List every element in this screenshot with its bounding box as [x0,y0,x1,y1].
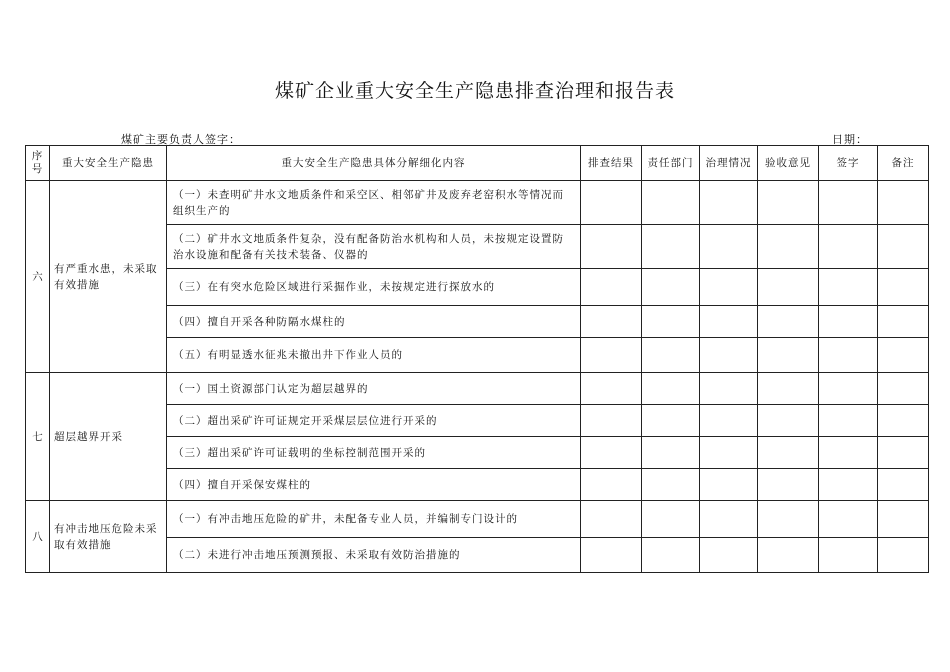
signature-cell[interactable] [819,269,878,306]
table-row [26,181,929,225]
signature-cell[interactable] [819,469,878,501]
remarks-cell[interactable] [878,469,929,501]
dept-cell[interactable] [642,501,700,538]
dept-cell[interactable] [642,373,700,405]
dept-cell[interactable] [642,469,700,501]
signature-cell[interactable] [819,338,878,373]
acceptance-cell[interactable] [758,181,819,225]
page-title: 煤矿企业重大安全生产隐患排查治理和报告表 [274,80,675,102]
group-hazard-cell: 有严重水患，未采取有效措施 [50,181,167,373]
detail-item-cell: （一）国土资源部门认定为超层越界的 [167,373,581,405]
detail-item-cell: （二）未进行冲击地压预测预报、未采取有效防治措施的 [167,538,581,573]
result-cell[interactable] [581,501,642,538]
dept-cell[interactable] [642,269,700,306]
detail-item-cell: （二）超出采矿许可证规定开采煤层层位进行开采的 [167,405,581,437]
detail-item-cell: （五）有明显透水征兆未撤出井下作业人员的 [167,338,581,373]
detail-item-cell: （四）擅自开采各种防隔水煤柱的 [167,306,581,338]
detail-item-cell: （三）超出采矿许可证载明的坐标控制范围开采的 [167,437,581,469]
remarks-cell[interactable] [878,306,929,338]
group-seq-cell: 八 [26,501,50,573]
result-cell[interactable] [581,538,642,573]
dept-cell[interactable] [642,225,700,269]
detail-item-cell: （二）矿井水文地质条件复杂，没有配备防治水机构和人员，未按规定设置防治水设施和配备有关技术装备、仪器的 [167,225,581,269]
governance-cell[interactable] [700,269,758,306]
table-header-row [26,146,929,181]
result-cell[interactable] [581,225,642,269]
signature-cell[interactable] [819,538,878,573]
result-cell[interactable] [581,437,642,469]
acceptance-cell[interactable] [758,469,819,501]
group-seq-cell: 六 [26,181,50,373]
governance-cell[interactable] [700,181,758,225]
header-remarks: 备注 [878,146,929,181]
remarks-cell[interactable] [878,181,929,225]
signature-cell[interactable] [819,306,878,338]
governance-cell[interactable] [700,501,758,538]
date-label: 日期： [832,133,868,146]
governance-cell[interactable] [700,225,758,269]
mine-head-signature-label: 煤矿主要负责人签字： [121,133,241,146]
remarks-cell[interactable] [878,338,929,373]
result-cell[interactable] [581,269,642,306]
signature-cell[interactable] [819,373,878,405]
group-hazard-cell: 超层越界开采 [50,373,167,501]
acceptance-cell[interactable] [758,306,819,338]
governance-cell[interactable] [700,373,758,405]
dept-cell[interactable] [642,306,700,338]
header-detail: 重大安全生产隐患具体分解细化内容 [167,146,581,181]
detail-item-cell: （三）在有突水危险区域进行采掘作业，未按规定进行探放水的 [167,269,581,306]
acceptance-cell[interactable] [758,501,819,538]
result-cell[interactable] [581,405,642,437]
governance-cell[interactable] [700,538,758,573]
governance-cell[interactable] [700,405,758,437]
signature-cell[interactable] [819,437,878,469]
dept-cell[interactable] [642,538,700,573]
remarks-cell[interactable] [878,437,929,469]
governance-cell[interactable] [700,437,758,469]
header-acceptance: 验收意见 [758,146,819,181]
signature-cell[interactable] [819,181,878,225]
result-cell[interactable] [581,469,642,501]
header-hazard: 重大安全生产隐患 [50,146,167,181]
remarks-cell[interactable] [878,538,929,573]
dept-cell[interactable] [642,181,700,225]
header-governance: 治理情况 [700,146,758,181]
detail-item-cell: （一）未查明矿井水文地质条件和采空区、相邻矿井及废弃老窑积水等情况而组织生产的 [167,181,581,225]
dept-cell[interactable] [642,405,700,437]
result-cell[interactable] [581,338,642,373]
remarks-cell[interactable] [878,405,929,437]
governance-cell[interactable] [700,306,758,338]
group-seq-cell: 七 [26,373,50,501]
signature-cell[interactable] [819,225,878,269]
table-row [26,373,929,405]
header-dept: 责任部门 [642,146,700,181]
detail-item-cell: （一）有冲击地压危险的矿井，未配备专业人员，并编制专门设计的 [167,501,581,538]
signature-cell[interactable] [819,405,878,437]
header-result: 排查结果 [581,146,642,181]
acceptance-cell[interactable] [758,269,819,306]
remarks-cell[interactable] [878,501,929,538]
acceptance-cell[interactable] [758,405,819,437]
dept-cell[interactable] [642,338,700,373]
governance-cell[interactable] [700,469,758,501]
remarks-cell[interactable] [878,373,929,405]
group-hazard-cell: 有冲击地压危险未采取有效措施 [50,501,167,573]
signature-cell[interactable] [819,501,878,538]
dept-cell[interactable] [642,437,700,469]
header-signature: 签字 [819,146,878,181]
result-cell[interactable] [581,181,642,225]
acceptance-cell[interactable] [758,538,819,573]
result-cell[interactable] [581,306,642,338]
acceptance-cell[interactable] [758,437,819,469]
acceptance-cell[interactable] [758,373,819,405]
detail-item-cell: （四）擅自开采保安煤柱的 [167,469,581,501]
header-seq: 序号 [26,146,50,181]
result-cell[interactable] [581,373,642,405]
governance-cell[interactable] [700,338,758,373]
acceptance-cell[interactable] [758,338,819,373]
hazard-report-table [25,145,929,573]
remarks-cell[interactable] [878,225,929,269]
remarks-cell[interactable] [878,269,929,306]
acceptance-cell[interactable] [758,225,819,269]
table-row [26,501,929,538]
